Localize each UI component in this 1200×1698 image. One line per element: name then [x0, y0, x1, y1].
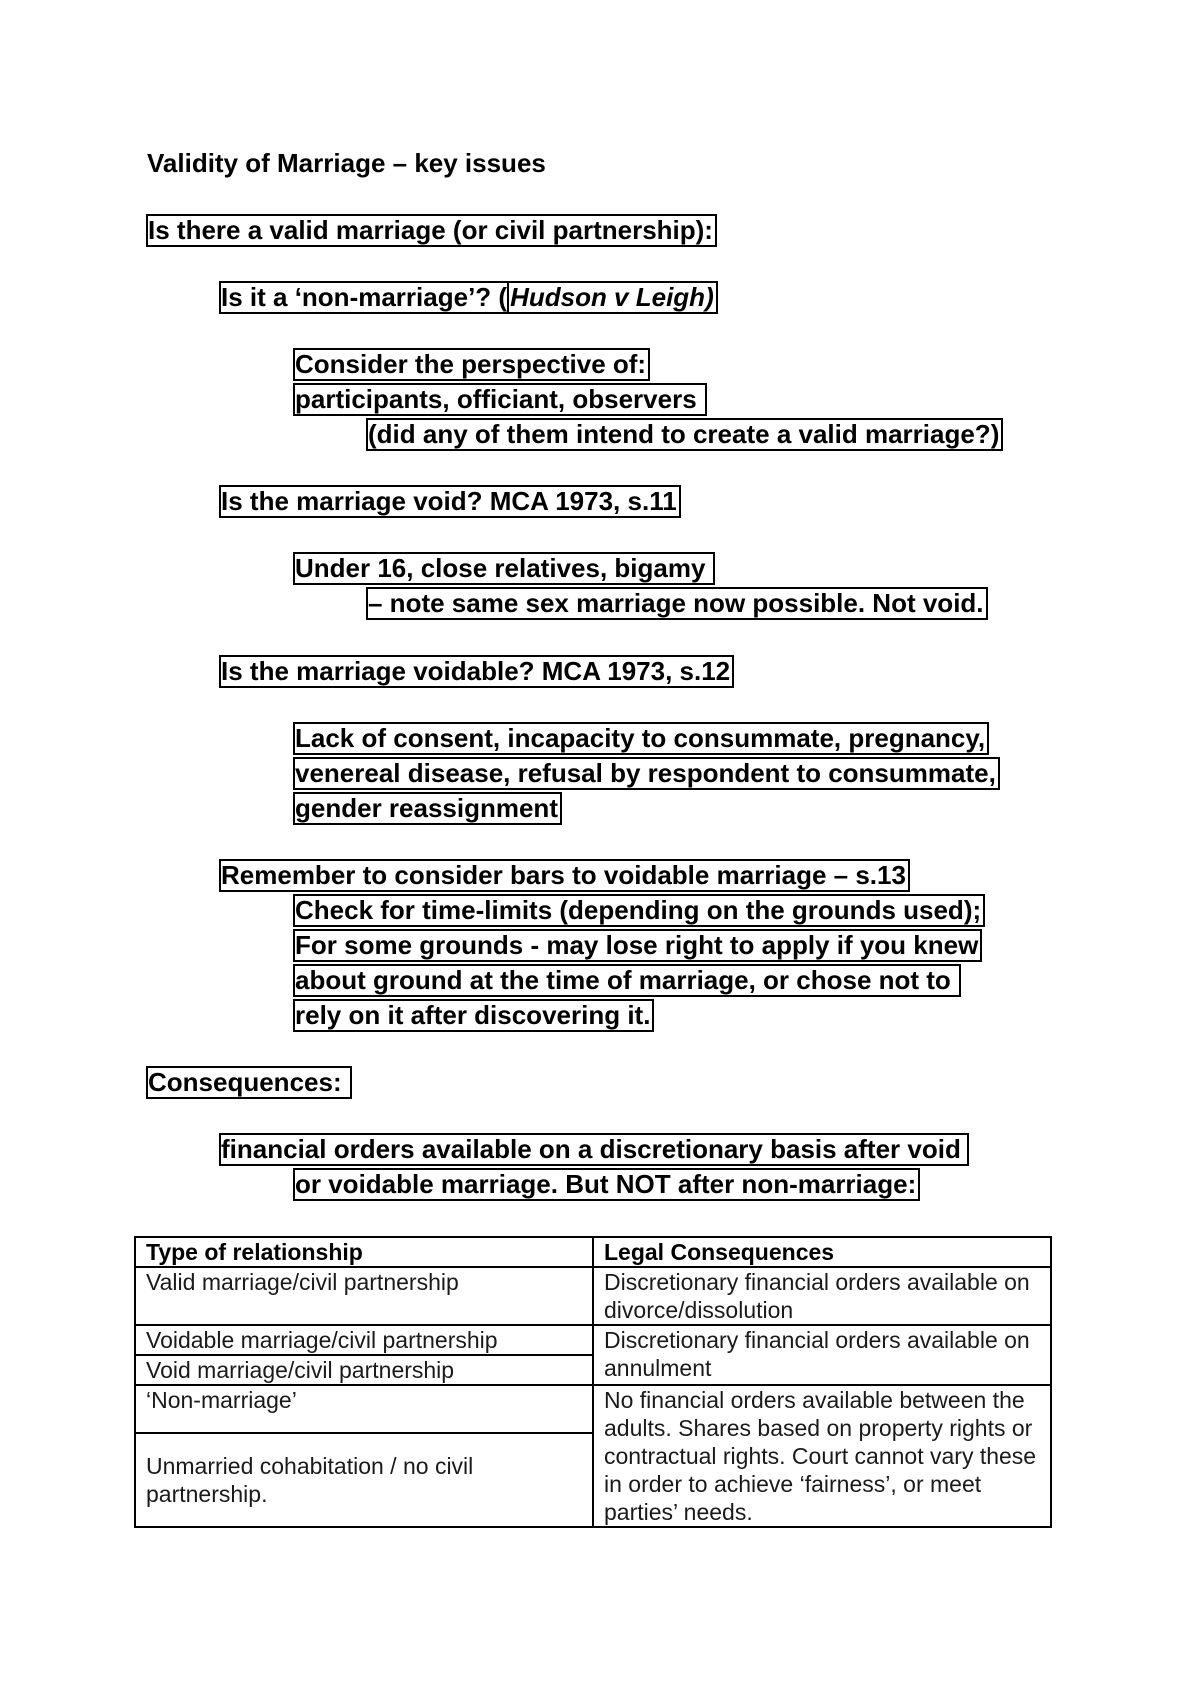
perspective-line-3: (did any of them intend to create a valid marriage?)	[366, 418, 1003, 451]
voidable-question: Is the marriage voidable? MCA 1973, s.12	[219, 655, 734, 688]
non-marriage-question-text: Is it a ‘non-marriage’? (	[221, 282, 508, 312]
voidable-grounds-line-3: gender reassignment	[293, 792, 562, 825]
perspective-line-1: Consider the perspective of:	[293, 348, 650, 381]
consequences-line-1: financial orders available on a discretionary basis after void	[219, 1133, 969, 1166]
cell-voidable-marriage: Voidable marriage/civil partnership	[135, 1325, 593, 1355]
voidable-grounds-line-2: venereal disease, refusal by respondent to consummate,	[293, 757, 1000, 790]
bars-line-3: about ground at the time of marriage, or chose not to	[293, 964, 961, 997]
consequences-line-2: or voidable marriage. But NOT after non-marriage:	[293, 1168, 920, 1201]
perspective-line-2: participants, officiant, observers	[293, 383, 707, 416]
bars-line-4: rely on it after discovering it.	[293, 999, 654, 1032]
valid-marriage-question: Is there a valid marriage (or civil partnership):	[146, 214, 717, 247]
non-marriage-question	[219, 281, 718, 314]
header-type-of-relationship: Type of relationship	[135, 1237, 593, 1267]
table-header-row	[135, 1237, 1051, 1267]
cell-annulment-consequence: Discretionary financial orders available on annulment	[593, 1325, 1051, 1385]
void-grounds-line-2: – note same sex marriage now possible. Not void.	[366, 587, 988, 620]
voidable-grounds-line-1: Lack of consent, incapacity to consummate, pregnancy,	[293, 722, 989, 755]
table-row	[135, 1385, 1051, 1433]
consequences-heading: Consequences:	[146, 1066, 352, 1099]
cell-valid-consequence: Discretionary financial orders available on divorce/dissolution	[593, 1267, 1051, 1325]
cell-void-marriage: Void marriage/civil partnership	[135, 1355, 593, 1385]
cell-no-orders-consequence: No financial orders available between the adults. Shares based on property rights or contractual rights. Court cannot vary these in order to achieve ‘fairness’, or meet parties’ needs.	[593, 1385, 1051, 1527]
table-row	[135, 1267, 1051, 1325]
case-citation: Hudson v Leigh)	[507, 282, 714, 312]
void-question: Is the marriage void? MCA 1973, s.11	[219, 485, 681, 518]
bars-line-1: Check for time-limits (depending on the grounds used);	[293, 894, 985, 927]
header-legal-consequences: Legal Consequences	[593, 1237, 1051, 1267]
cell-cohabitation: Unmarried cohabitation / no civil partnership.	[135, 1433, 593, 1527]
legal-consequences-table	[134, 1236, 1052, 1528]
cell-valid-marriage: Valid marriage/civil partnership	[135, 1267, 593, 1325]
page-title: Validity of Marriage – key issues	[147, 148, 546, 178]
void-grounds-line-1: Under 16, close relatives, bigamy	[293, 552, 715, 585]
bars-line-2: For some grounds - may lose right to apply if you knew	[293, 929, 982, 962]
cell-non-marriage: ‘Non-marriage’	[135, 1385, 593, 1433]
table-row	[135, 1325, 1051, 1355]
bars-heading: Remember to consider bars to voidable marriage – s.13	[219, 859, 910, 892]
